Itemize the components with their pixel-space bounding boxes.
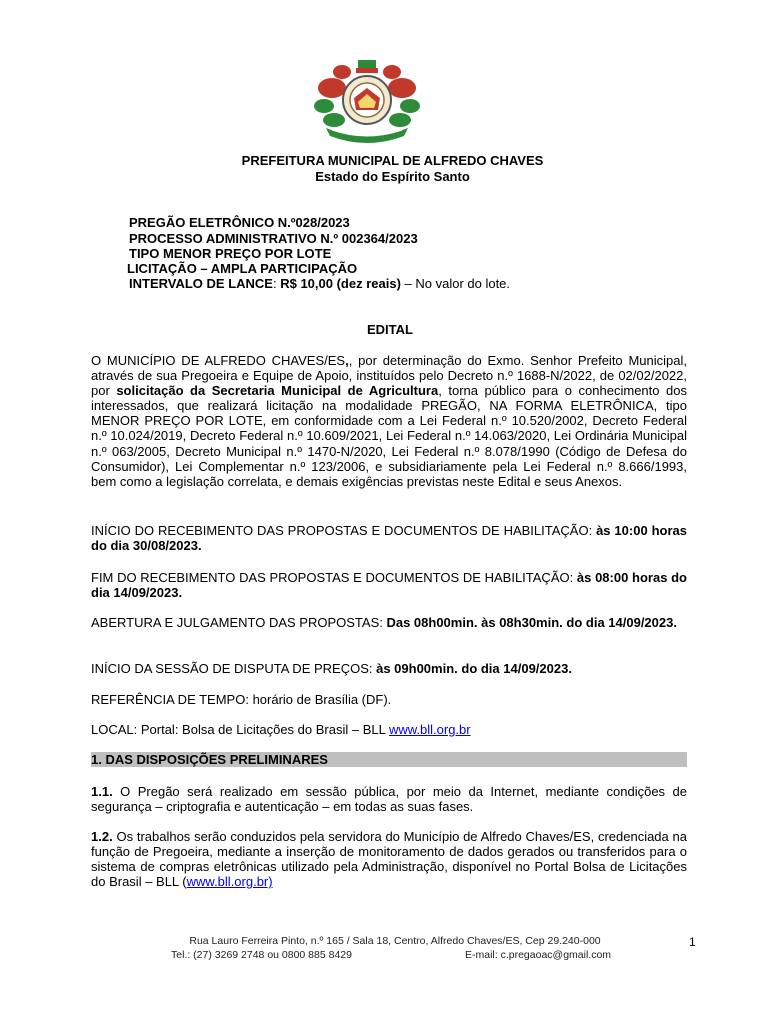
intervalo-note: – No valor do lote. <box>400 276 511 291</box>
inicio-label: INÍCIO DO RECEBIMENTO DAS PROPOSTAS E DOCUMENTOS DE HABILITAÇÃO: <box>91 523 597 538</box>
intro-municipio: O MUNICÍPIO DE ALFREDO CHAVES/ES <box>91 353 346 368</box>
header-title: PREFEITURA MUNICIPAL DE ALFREDO CHAVES <box>241 153 544 168</box>
item-1-2-link[interactable]: www.bll.org.br) <box>186 874 273 890</box>
pregao-number: PREGÃO ELETRÔNICO N.º028/2023 <box>129 215 350 230</box>
inicio-sessao <box>91 661 687 676</box>
footer-tel: Tel.: (27) 3269 2748 ou 0800 885 8429 <box>171 949 352 961</box>
intro-solicitacao: solicitação da Secretaria Municipal de Agricultura <box>116 383 439 399</box>
page-number: 1 <box>689 935 696 949</box>
item-1-2-text: Os trabalhos serão conduzidos pela servidora do Município de Alfredo Chaves/ES, credenciada na função de Pregoeira, mediante a inserção de monitoramento de dados gerados ou transferidos para o sistema de compras eletrônicas utilizado pela Administração, disponível no Portal Bolsa de Licitações do Brasil – BLL ( <box>91 829 687 890</box>
item-1-1 <box>91 784 687 814</box>
footer-email: E-mail: c.pregaoac@gmail.com <box>465 949 612 961</box>
item-1-1-text: O Pregão será realizado em sessão pública, por meio da Internet, mediante condições de segurança – criptografia e autenticação – em todas as suas fases. <box>91 784 687 815</box>
intro-comma: , <box>345 353 349 368</box>
intro-text-1: , por determinação do Exmo. Senhor Prefeito Municipal, através de sua Pregoeira e Equipe de Apoio, instituídos pelo Decreto n.º 1688-N/2022, de 02/02/2022, por <box>91 353 687 399</box>
local-link[interactable]: www.bll.org.br <box>388 722 471 737</box>
processo-number: PROCESSO ADMINISTRATIVO N.º 002364/2023 <box>129 231 418 246</box>
intro-text-2: , torna público para o conhecimento dos interessados, que realizará licitação na modalidade PREGÃO, NA FORMA ELETRÔNICA, tipo MENOR PREÇO POR LOTE, em conformidade com a Lei Federal n.º 10.520/2002, Decreto Federal n.º 10.024/2019, Decreto Federal n.º 10.609/2021, Lei Federal n.º 14.063/2020, Lei Ordinária Municipal n.º 063/2005, Decreto Municipal n.º 1470-N/2020, Lei Federal n.º 8.078/1990 (Código de Defesa do Consumidor), Lei Complementar n.º 123/2006, e subsidiariamente pela Lei Federal n.º 8.666/1993, bem como a legislação correlata, e demais exigências previstas neste Edital e seus Anexos. <box>91 383 687 489</box>
item-1-2 <box>91 829 687 889</box>
abertura-label: ABERTURA E JULGAMENTO DAS PROPOSTAS: <box>91 615 387 630</box>
edital-heading: EDITAL <box>367 322 413 337</box>
item-1-2-number: 1.2. <box>91 829 113 844</box>
section-heading: 1. DAS DISPOSIÇÕES PRELIMINARES <box>91 752 687 767</box>
intervalo-sep: : <box>272 276 281 291</box>
footer-address: Rua Lauro Ferreira Pinto, n.º 165 / Sala 18, Centro, Alfredo Chaves/ES, Cep 29.240-000 <box>189 935 601 947</box>
fim-recebimento <box>91 570 687 600</box>
intervalo-lance <box>129 276 510 291</box>
intro-paragraph <box>91 353 687 489</box>
intervalo-label: INTERVALO DE LANCE <box>129 276 273 291</box>
abertura-julgamento <box>91 615 687 630</box>
fim-value: às 08:00 horas do dia 14/09/2023. <box>91 570 687 601</box>
inicio-recebimento <box>91 523 687 553</box>
tipo-label: TIPO MENOR PREÇO POR LOTE <box>129 246 332 261</box>
sessao-value: às 09h00min. do dia 14/09/2023. <box>376 661 572 676</box>
referencia-tempo: REFERÊNCIA DE TEMPO: horário de Brasília (DF). <box>91 692 392 707</box>
coat-of-arms-logo <box>312 58 422 144</box>
intervalo-value: R$ 10,00 (dez reais) <box>280 276 401 291</box>
fim-label: FIM DO RECEBIMENTO DAS PROPOSTAS E DOCUMENTOS DE HABILITAÇÃO: <box>91 570 577 585</box>
local-line <box>91 722 687 737</box>
local-label: LOCAL: Portal: Bolsa de Licitações do Brasil – BLL <box>91 722 389 737</box>
item-1-1-number: 1.1. <box>91 784 113 799</box>
header-subtitle: Estado do Espírito Santo <box>315 169 470 184</box>
sessao-label: INÍCIO DA SESSÃO DE DISPUTA DE PREÇOS: <box>91 661 377 676</box>
inicio-value: às 10:00 horas do dia 30/08/2023. <box>91 523 687 554</box>
licitacao-label: LICITAÇÃO – AMPLA PARTICIPAÇÃO <box>127 261 358 276</box>
abertura-value: Das 08h00min. às 08h30min. do dia 14/09/2023. <box>386 615 677 630</box>
